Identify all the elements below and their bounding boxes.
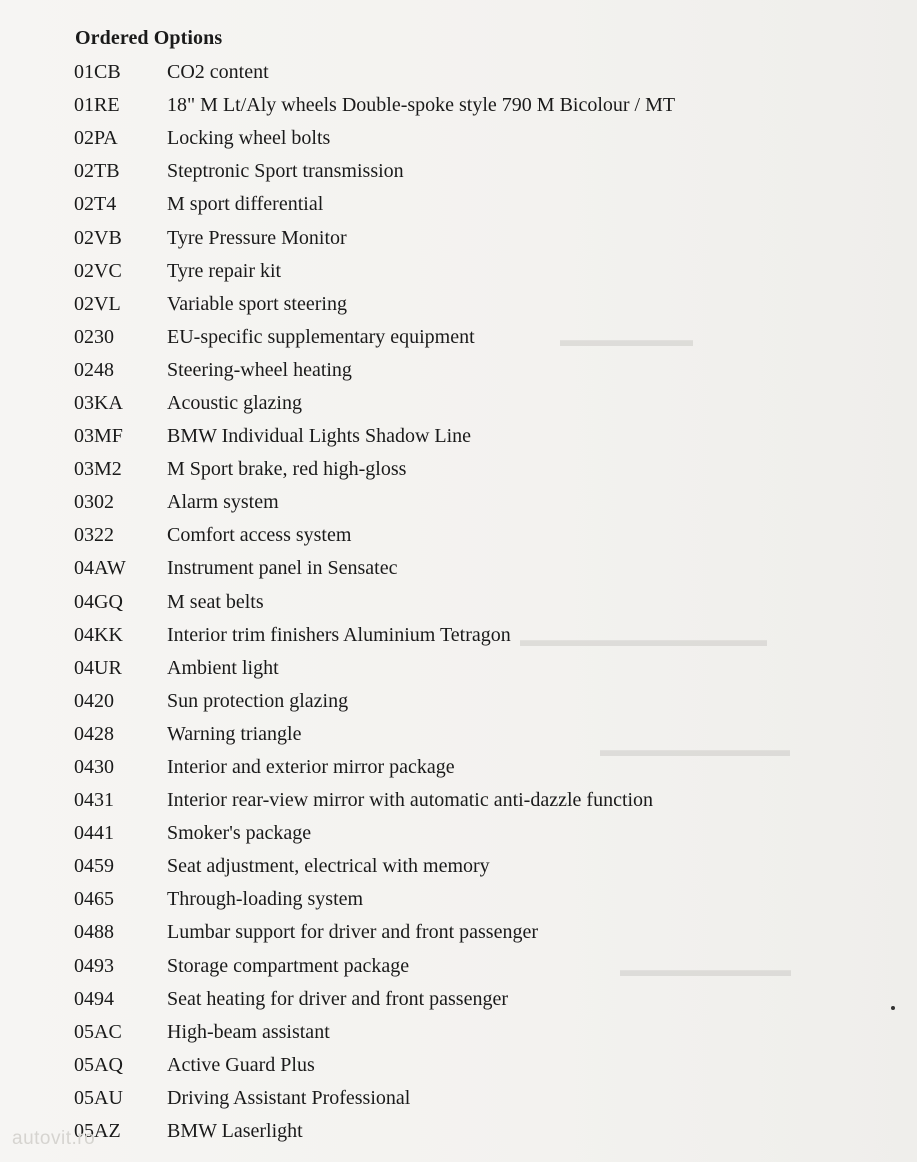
option-code: 04UR xyxy=(74,656,122,679)
option-row xyxy=(74,519,874,552)
option-code: 0420 xyxy=(74,689,114,712)
option-row xyxy=(74,619,874,652)
option-code: 0488 xyxy=(74,921,114,944)
option-row xyxy=(74,751,874,784)
option-description: Interior and exterior mirror package xyxy=(167,756,455,779)
option-row xyxy=(74,1016,874,1049)
option-description: Storage compartment package xyxy=(167,954,410,977)
option-code: 0322 xyxy=(74,524,114,547)
option-row xyxy=(74,552,874,585)
option-row xyxy=(74,453,874,486)
option-code: 02VB xyxy=(74,226,122,249)
option-row xyxy=(74,685,874,718)
option-row xyxy=(74,784,874,817)
option-row xyxy=(74,1115,874,1148)
option-code: 05AC xyxy=(74,1020,122,1043)
option-row xyxy=(74,255,874,288)
option-code: 05AZ xyxy=(74,1120,121,1143)
paper-speck xyxy=(891,1006,895,1010)
option-description: Tyre Pressure Monitor xyxy=(167,226,347,249)
option-row xyxy=(74,288,874,321)
option-row xyxy=(74,387,874,420)
option-description: Lumbar support for driver and front passenger xyxy=(167,921,538,944)
option-row xyxy=(74,950,874,983)
option-code: 0431 xyxy=(74,789,114,812)
option-code: 02T4 xyxy=(74,193,117,216)
option-row xyxy=(74,188,874,221)
option-description: M seat belts xyxy=(167,590,264,613)
option-row xyxy=(74,1049,874,1082)
option-description: Variable sport steering xyxy=(167,292,347,315)
option-code: 02VC xyxy=(74,259,122,282)
option-description: Smoker's package xyxy=(167,822,312,845)
option-row xyxy=(74,420,874,453)
show-through-decoration: ▬▬▬▬▬▬▬▬▬▬ xyxy=(600,740,790,761)
option-description: M sport differential xyxy=(167,193,324,216)
option-row xyxy=(74,89,874,122)
option-description: BMW Laserlight xyxy=(167,1120,303,1143)
option-row xyxy=(74,718,874,751)
option-description: Through-loading system xyxy=(167,888,364,911)
options-list xyxy=(74,56,874,1148)
option-row xyxy=(74,221,874,254)
option-row xyxy=(74,983,874,1016)
option-description: Comfort access system xyxy=(167,524,352,547)
option-row xyxy=(74,122,874,155)
option-code: 02VL xyxy=(74,292,121,315)
option-code: 01CB xyxy=(74,61,121,84)
option-code: 0465 xyxy=(74,888,114,911)
option-description: High-beam assistant xyxy=(167,1020,330,1043)
option-description: Driving Assistant Professional xyxy=(167,1086,411,1109)
option-code: 03M2 xyxy=(74,458,122,481)
option-code: 04GQ xyxy=(74,590,123,613)
show-through-decoration: ▬▬▬▬▬▬▬▬▬▬▬▬▬ xyxy=(520,630,767,651)
option-row xyxy=(74,850,874,883)
option-row xyxy=(74,916,874,949)
option-description: Interior rear-view mirror with automatic anti-dazzle function xyxy=(167,789,654,812)
option-description: Locking wheel bolts xyxy=(167,127,331,150)
option-description: Active Guard Plus xyxy=(167,1053,315,1076)
option-description: Acoustic glazing xyxy=(167,391,302,414)
option-description: Seat adjustment, electrical with memory xyxy=(167,855,490,878)
option-code: 03KA xyxy=(74,391,123,414)
option-code: 03MF xyxy=(74,425,123,448)
option-description: CO2 content xyxy=(167,61,269,84)
option-code: 02TB xyxy=(74,160,120,183)
ordered-options-heading: Ordered Options xyxy=(75,27,223,49)
option-code: 0459 xyxy=(74,855,114,878)
option-description: Steptronic Sport transmission xyxy=(167,160,404,183)
option-code: 0230 xyxy=(74,325,114,348)
show-through-decoration: ▬▬▬▬▬▬▬ xyxy=(560,330,693,351)
option-description: BMW Individual Lights Shadow Line xyxy=(167,425,472,448)
option-code: 0428 xyxy=(74,722,114,745)
option-code: 0430 xyxy=(74,756,114,779)
option-code: 02PA xyxy=(74,127,118,150)
option-description: Sun protection glazing xyxy=(167,689,349,712)
option-description: Tyre repair kit xyxy=(167,259,282,282)
option-description: Seat heating for driver and front passenger xyxy=(167,987,508,1010)
option-code: 04KK xyxy=(74,623,123,646)
option-description: Ambient light xyxy=(167,656,279,679)
option-row xyxy=(74,486,874,519)
show-through-decoration: ▬▬▬▬▬▬▬▬▬ xyxy=(620,960,791,981)
option-row xyxy=(74,586,874,619)
option-description: Instrument panel in Sensatec xyxy=(167,557,398,580)
option-row xyxy=(74,354,874,387)
option-code: 0494 xyxy=(74,987,114,1010)
option-description: Warning triangle xyxy=(167,722,302,745)
option-description: EU-specific supplementary equipment xyxy=(167,325,475,348)
option-description: Interior trim finishers Aluminium Tetragon xyxy=(167,623,511,646)
option-row xyxy=(74,883,874,916)
option-row xyxy=(74,652,874,685)
option-description: 18" M Lt/Aly wheels Double-spoke style 790 M Bicolour / MT xyxy=(167,94,676,117)
option-code: 05AQ xyxy=(74,1053,123,1076)
option-description: M Sport brake, red high-gloss xyxy=(167,458,407,481)
option-code: 01RE xyxy=(74,94,120,117)
option-row xyxy=(74,1082,874,1115)
option-description: Alarm system xyxy=(167,491,279,514)
option-description: Steering-wheel heating xyxy=(167,358,352,381)
option-code: 0248 xyxy=(74,358,114,381)
option-row xyxy=(74,321,874,354)
option-row xyxy=(74,155,874,188)
option-code: 0441 xyxy=(74,822,114,845)
option-code: 05AU xyxy=(74,1086,123,1109)
option-code: 0493 xyxy=(74,954,114,977)
option-row xyxy=(74,56,874,89)
option-row xyxy=(74,817,874,850)
option-code: 04AW xyxy=(74,557,126,580)
watermark-logo: autovit.ro xyxy=(12,1128,96,1149)
option-code: 0302 xyxy=(74,491,114,514)
